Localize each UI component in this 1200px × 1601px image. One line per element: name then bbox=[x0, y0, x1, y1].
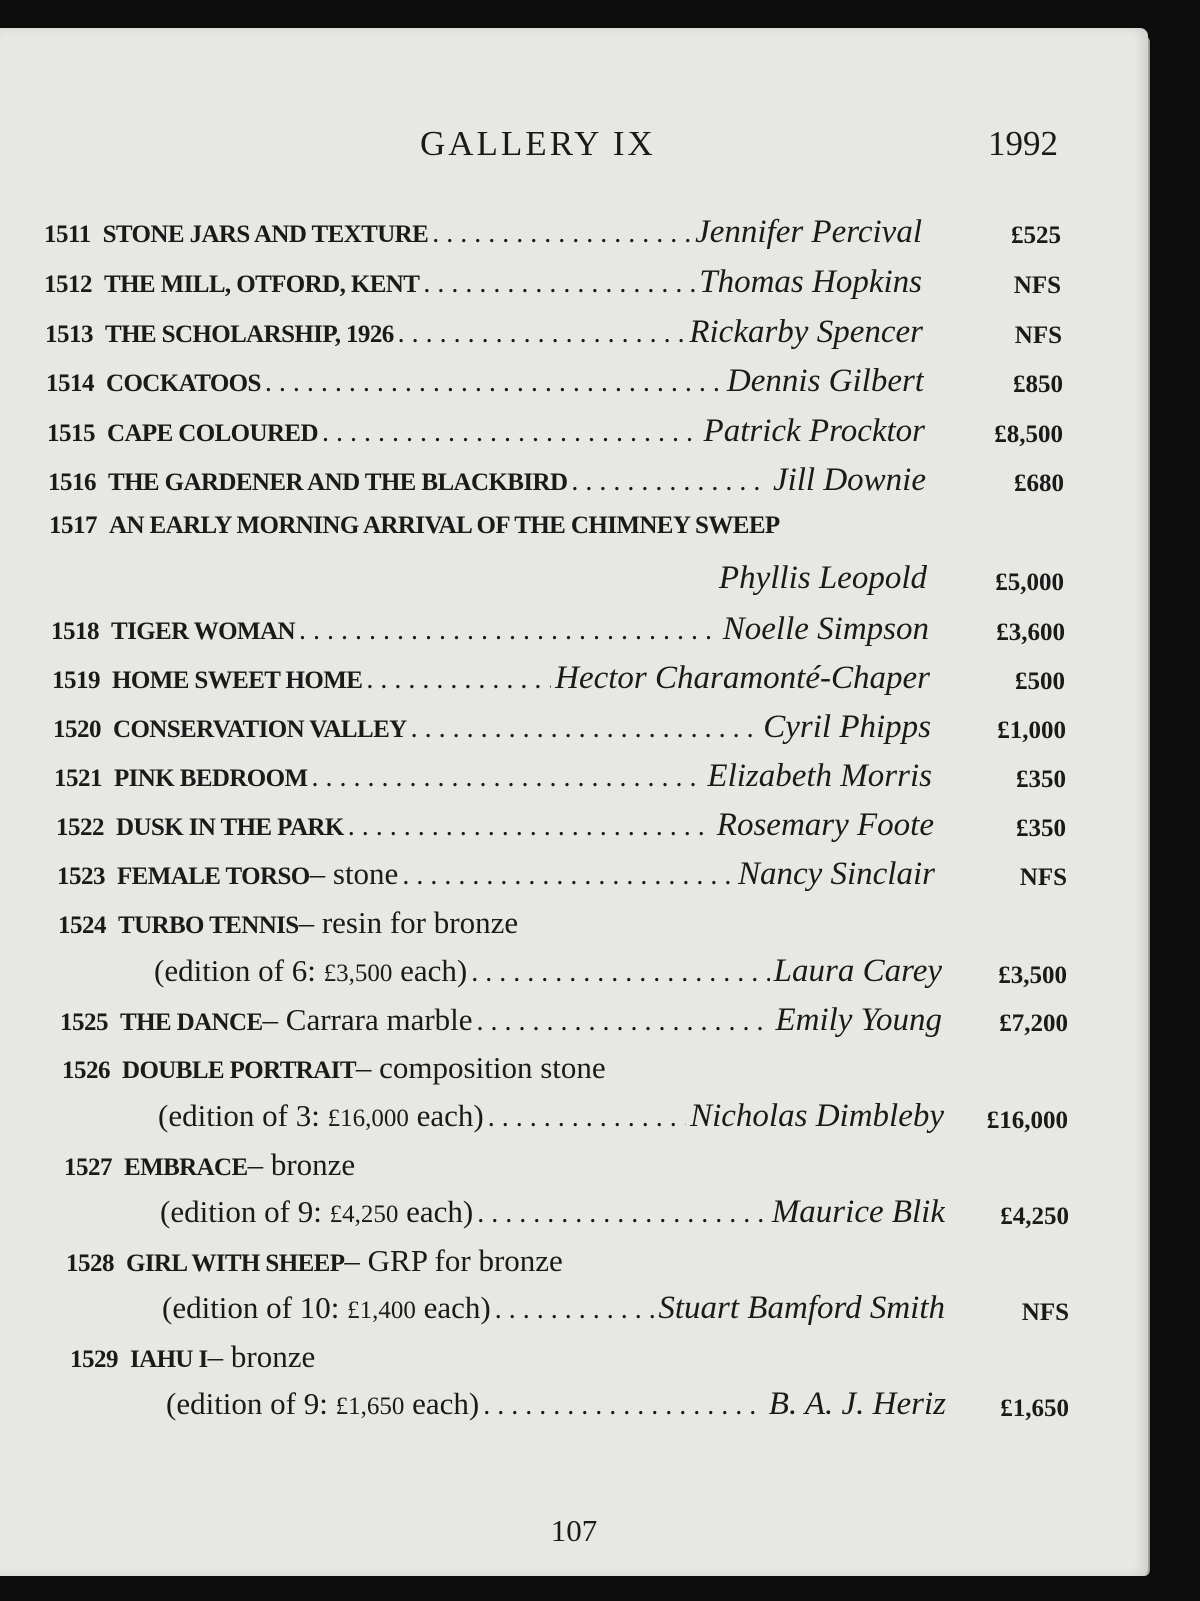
entry-price: £350 bbox=[1016, 815, 1066, 842]
entry-artist: Patrick Procktor bbox=[703, 413, 925, 449]
entry-1518 bbox=[51, 611, 929, 651]
entry-1529-edition bbox=[166, 1386, 946, 1426]
entry-price: £500 bbox=[1015, 668, 1065, 695]
entry-1517 bbox=[49, 512, 949, 552]
entry-medium: – composition stone bbox=[355, 1050, 606, 1085]
entry-number: 1520 bbox=[53, 716, 101, 743]
entry-title: STONE JARS AND TEXTURE bbox=[102, 221, 429, 248]
entry-title: IAHU I bbox=[130, 1346, 208, 1373]
entry-1515 bbox=[47, 413, 925, 453]
edition-price: £4,250 bbox=[329, 1201, 399, 1228]
entry-number: 1523 bbox=[57, 863, 105, 890]
entry-price: £3,500 bbox=[998, 962, 1067, 989]
entry-artist: Emily Young bbox=[775, 1002, 942, 1038]
leader-dots bbox=[411, 713, 760, 745]
entry-title: TURBO TENNIS bbox=[118, 912, 299, 939]
entry-1528-edition bbox=[162, 1290, 945, 1330]
edition-note: (edition of 3: £16,000 each) bbox=[158, 1098, 484, 1133]
entry-medium: – bronze bbox=[247, 1147, 356, 1182]
entry-price: NFS bbox=[1014, 322, 1062, 349]
entry-artist: Cyril Phipps bbox=[763, 709, 931, 745]
entry-1525 bbox=[60, 1002, 942, 1042]
entry-artist: Stuart Bamford Smith bbox=[658, 1290, 945, 1326]
leader-dots bbox=[348, 811, 713, 843]
entry-number: 1529 bbox=[70, 1346, 118, 1373]
entry-number: 1526 bbox=[62, 1057, 110, 1084]
leader-dots bbox=[495, 1294, 655, 1326]
entry-price: NFS bbox=[1019, 864, 1067, 891]
entry-1513 bbox=[45, 314, 923, 354]
entry-1524 bbox=[58, 905, 958, 945]
entry-title: CONSERVATION VALLEY bbox=[113, 716, 407, 743]
entry-1526 bbox=[62, 1050, 962, 1090]
entry-title: CAPE COLOURED bbox=[107, 420, 318, 447]
entry-number: 1516 bbox=[48, 469, 96, 496]
leader-dots bbox=[488, 1102, 686, 1134]
entry-artist: Nancy Sinclair bbox=[737, 856, 935, 892]
entry-price: £525 bbox=[1011, 222, 1061, 249]
leader-dots bbox=[322, 417, 700, 449]
entry-artist: Rosemary Foote bbox=[716, 807, 934, 843]
entry-artist: Jill Downie bbox=[772, 462, 926, 498]
catalogue-year: 1992 bbox=[988, 124, 1058, 163]
edition-note: (edition of 6: £3,500 each) bbox=[154, 953, 468, 988]
entry-1517-continuation bbox=[49, 560, 927, 600]
entry-price: £16,000 bbox=[986, 1107, 1068, 1134]
entry-artist: Dennis Gilbert bbox=[726, 363, 924, 399]
entry-artist: Phyllis Leopold bbox=[718, 560, 927, 596]
entry-artist: Rickarby Spencer bbox=[689, 314, 923, 350]
entry-price: NFS bbox=[1013, 272, 1061, 299]
entry-1526-edition bbox=[158, 1098, 944, 1138]
entry-medium: – Carrara marble bbox=[262, 1002, 473, 1037]
entry-title: AN EARLY MORNING ARRIVAL OF THE CHIMNEY SWEEP bbox=[109, 512, 780, 539]
entry-title: EMBRACE bbox=[124, 1154, 248, 1181]
entry-1523 bbox=[57, 856, 935, 896]
edition-price: £16,000 bbox=[327, 1105, 409, 1132]
entry-price: £350 bbox=[1016, 766, 1066, 793]
entry-price: £4,250 bbox=[1000, 1203, 1069, 1230]
entry-price: £850 bbox=[1013, 371, 1063, 398]
entry-price: NFS bbox=[1021, 1299, 1069, 1326]
entry-medium: – GRP for bronze bbox=[344, 1243, 563, 1278]
entry-number: 1525 bbox=[60, 1009, 108, 1036]
entry-artist: Noelle Simpson bbox=[722, 611, 929, 647]
catalogue-page bbox=[0, 28, 1148, 1576]
entry-title: COCKATOOS bbox=[106, 370, 261, 397]
leader-dots bbox=[312, 762, 704, 794]
gallery-title: GALLERY IX bbox=[420, 124, 656, 163]
entry-number: 1528 bbox=[66, 1250, 114, 1277]
leader-dots bbox=[402, 860, 734, 892]
entry-title: THE GARDENER AND THE BLACKBIRD bbox=[108, 469, 568, 496]
entry-number: 1511 bbox=[44, 221, 91, 248]
entry-1527-edition bbox=[160, 1194, 945, 1234]
entry-number: 1521 bbox=[54, 765, 102, 792]
entry-number: 1527 bbox=[64, 1154, 112, 1181]
leader-dots bbox=[265, 367, 723, 399]
entry-title: THE DANCE bbox=[120, 1009, 263, 1036]
edition-note: (edition of 10: £1,400 each) bbox=[162, 1290, 491, 1325]
entry-1516 bbox=[48, 462, 926, 502]
entry-artist: Jennifer Percival bbox=[695, 214, 922, 250]
entry-1521 bbox=[54, 758, 932, 798]
entry-title: THE MILL, OTFORD, KENT bbox=[104, 271, 420, 298]
entry-number: 1522 bbox=[56, 814, 104, 841]
entry-title: GIRL WITH SHEEP bbox=[126, 1250, 345, 1277]
entry-price: £7,200 bbox=[999, 1010, 1068, 1037]
entry-number: 1514 bbox=[46, 370, 94, 397]
entry-1529 bbox=[70, 1339, 970, 1379]
entry-number: 1517 bbox=[49, 512, 97, 539]
entry-number: 1513 bbox=[45, 321, 93, 348]
entry-medium: – resin for bronze bbox=[298, 905, 519, 940]
entry-1527 bbox=[64, 1147, 964, 1187]
entry-title: HOME SWEET HOME bbox=[112, 667, 363, 694]
entry-1524-edition bbox=[154, 953, 942, 993]
entry-artist: Hector Charamonté-Chaper bbox=[555, 660, 930, 696]
entry-number: 1524 bbox=[58, 912, 106, 939]
entry-number: 1518 bbox=[51, 618, 99, 645]
entry-artist: B. A. J. Heriz bbox=[768, 1386, 946, 1422]
leader-dots bbox=[477, 1198, 768, 1230]
page-header bbox=[0, 124, 1148, 174]
leader-dots bbox=[483, 1390, 765, 1422]
entry-price: £3,600 bbox=[996, 619, 1065, 646]
entry-number: 1512 bbox=[44, 271, 92, 298]
edition-price: £1,650 bbox=[335, 1393, 405, 1420]
entry-1514 bbox=[46, 363, 924, 403]
edition-note: (edition of 9: £4,250 each) bbox=[160, 1194, 474, 1229]
entry-price: £5,000 bbox=[995, 569, 1064, 596]
entry-1520 bbox=[53, 709, 931, 749]
leader-dots bbox=[366, 664, 551, 696]
leader-dots bbox=[471, 957, 769, 989]
page-number: 107 bbox=[550, 1513, 598, 1548]
entry-medium: – bronze bbox=[207, 1339, 316, 1374]
entry-artist: Nicholas Dimbleby bbox=[690, 1098, 944, 1134]
entry-1511 bbox=[44, 214, 922, 254]
entry-price: £8,500 bbox=[994, 421, 1063, 448]
entry-price: £680 bbox=[1014, 470, 1064, 497]
entry-title: DUSK IN THE PARK bbox=[116, 814, 344, 841]
entry-price: £1,650 bbox=[1000, 1395, 1069, 1422]
entry-1528 bbox=[66, 1243, 966, 1283]
leader-dots bbox=[571, 466, 769, 498]
leader-dots bbox=[299, 615, 719, 647]
entry-number: 1515 bbox=[47, 420, 95, 447]
entry-1522 bbox=[56, 807, 934, 847]
entry-artist: Elizabeth Morris bbox=[707, 758, 932, 794]
leader-dots bbox=[477, 1006, 772, 1038]
entry-artist: Thomas Hopkins bbox=[699, 264, 922, 300]
leader-dots bbox=[432, 218, 691, 250]
leader-dots bbox=[398, 318, 686, 350]
leader-dots bbox=[423, 268, 695, 300]
entry-number: 1519 bbox=[52, 667, 100, 694]
edition-note: (edition of 9: £1,650 each) bbox=[166, 1386, 480, 1421]
entry-title: TIGER WOMAN bbox=[111, 618, 295, 645]
entry-artist: Laura Carey bbox=[773, 953, 942, 989]
entry-title: DOUBLE PORTRAIT bbox=[122, 1057, 356, 1084]
entry-title: PINK BEDROOM bbox=[114, 765, 308, 792]
entry-medium: – stone bbox=[309, 856, 399, 891]
entry-1512 bbox=[44, 264, 922, 304]
entry-price: £1,000 bbox=[997, 717, 1066, 744]
entry-artist: Maurice Blik bbox=[771, 1194, 945, 1230]
entry-title: THE SCHOLARSHIP, 1926 bbox=[105, 321, 394, 348]
entry-title: FEMALE TORSO bbox=[117, 863, 310, 890]
entry-1519 bbox=[52, 660, 930, 700]
edition-price: £1,400 bbox=[347, 1297, 416, 1324]
edition-price: £3,500 bbox=[323, 960, 393, 987]
